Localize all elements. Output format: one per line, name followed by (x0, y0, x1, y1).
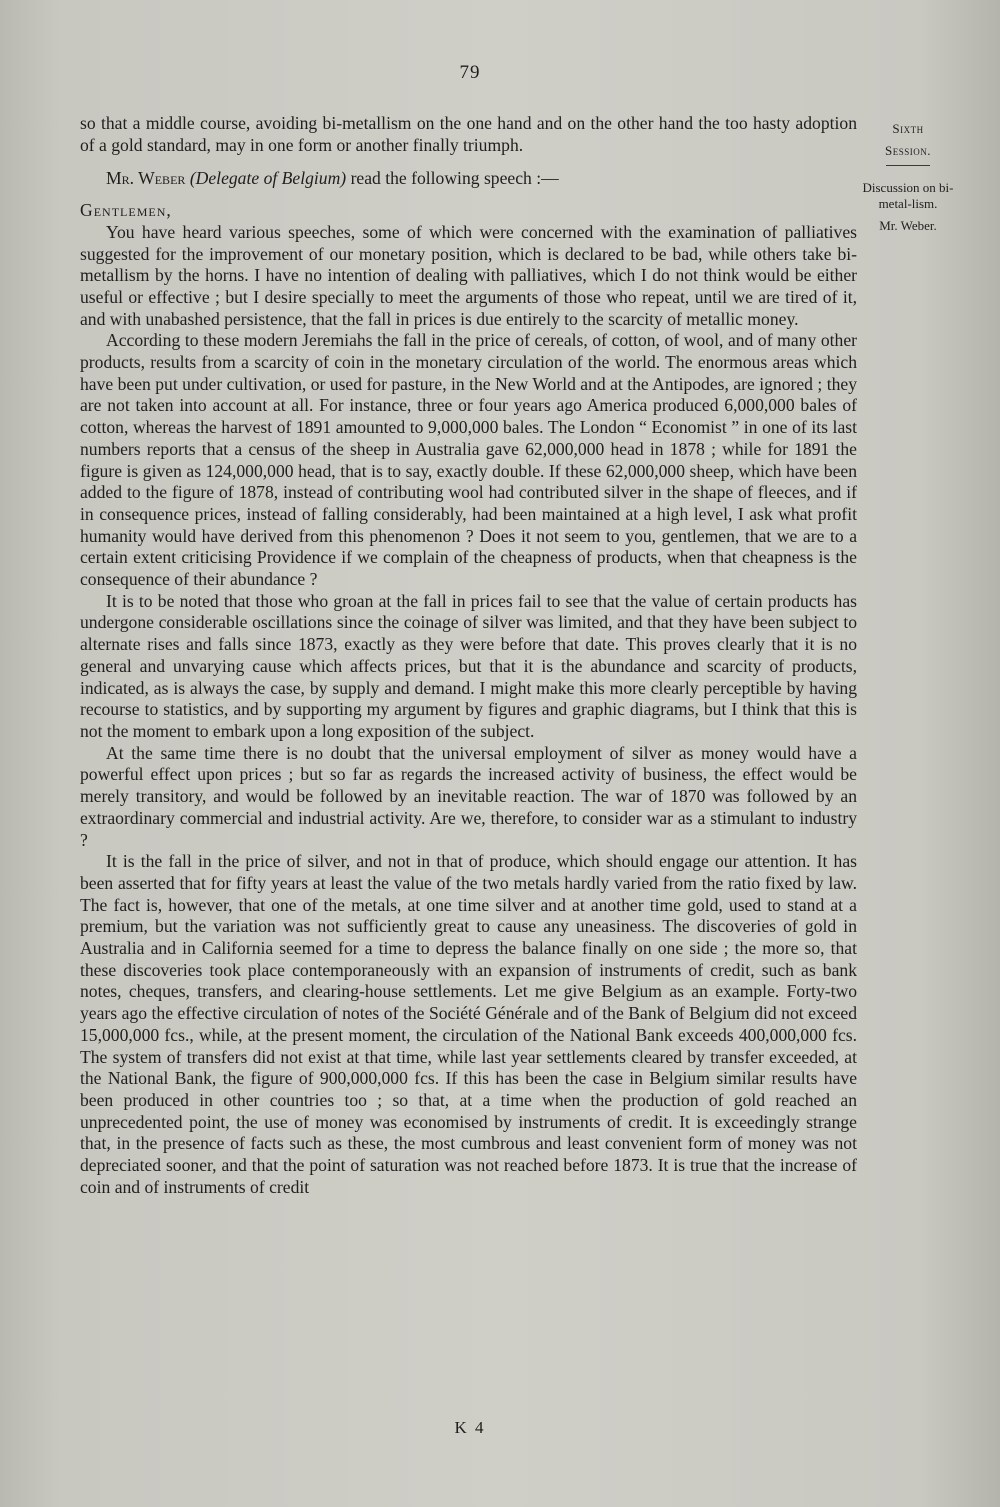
printer-signature: K 4 (454, 1418, 486, 1437)
margin-notes (858, 121, 958, 240)
session-label-line-1: Sixth (892, 121, 924, 136)
speaker-name: Mr. Weber (106, 168, 186, 189)
body-paragraph-3: It is to be noted that those who groan at the fall in prices fail to see that the value of certain products has undergone considerable oscillations since the coinage of silver was limited, and that they have been subject to alternate rises and falls since 1873, exactly as they were before that date. This proves clearly that it is no general and unvarying cause which affects prices, but that it is the abundance and scarcity of products, indicated, as is always the case, by supply and demand. I might make this more clearly perceptible by having recourse to statistics, and by supporting my argument by figures and graphic diagrams, but I think that this is not the moment to embark upon a long exposition of the subject. (80, 590, 857, 741)
session-label-line-2: Session. (885, 143, 931, 158)
speaker-action: read the following speech :— (350, 168, 559, 189)
body-paragraph-1: You have heard various speeches, some of which were concerned with the examination of palliatives suggested for the improvement of our monetary position, which is declared to be bad, while others take bi-metallism by the horns. I have no intention of dealing with palliatives, which I do not think would be either useful or effective ; but I desire specially to meet the arguments of those who repeat, until we are tired of it, and with unabashed persistence, that the fall in prices is due entirely to the scarcity of metallic money. (80, 221, 857, 329)
intro-paragraph: so that a middle course, avoiding bi-metallism on the one hand and on the other hand the too hasty adoption of a gold standard, may in one form or another finally triumph. (80, 113, 857, 155)
page-number: 79 (459, 62, 481, 83)
body-paragraph-4: At the same time there is no doubt that the universal employment of silver as money would have a powerful effect upon prices ; but so far as regards the increased activity of business, the effect would be merely transitory, and would be followed by an inevitable reaction. The war of 1870 was followed by an extraordinary commercial and industrial activity. Are we, therefore, to consider war as a stimulant to industry ? (80, 742, 857, 850)
speaker-margin-note: Mr. Weber. (879, 218, 937, 233)
body-paragraph-5: It is the fall in the price of silver, and not in that of produce, which should engage our attention. It has been asserted that for fifty years at least the value of the two metals hardly varied from the ratio fixed by law. The fact is, however, that one of the metals, at one time silver and at another time gold, used to stand at a premium, but the variation was not sufficiently great to cause any uneasiness. The discoveries of gold in Australia and in California seemed for a time to depress the balance finally on one side ; the more so, that these discoveries took place contemporaneously with an expansion of instruments of credit, such as bank notes, cheques, transfers, and clearing-house settlements. Let me give Belgium as an example. Forty-two years ago the effective circulation of notes of the Société Générale and of the Bank of Belgium did not exceed 15,000,000 fcs., while, at the present moment, the circulation of the National Bank exceeds 400,000,000 fcs. The system of transfers did not exist at that time, while last year settlements cleared by transfer exceeded, at the National Bank, the figure of 900,000,000 fcs. If this has been the case in Belgium similar results have been produced in other countries too ; so that, at a time when the production of gold reached an unprecedented point, the use of money was economised by instruments of credit. It is exceedingly strange that, in the presence of facts such as these, the most cumbrous and least convenient form of money was not depreciated sooner, and that the point of saturation was not reached before 1873. It is true that the increase of coin and of instruments of credit (80, 851, 857, 1197)
main-text-column (80, 113, 857, 1198)
speaker-introduction (80, 168, 857, 190)
salutation: Gentlemen, (80, 200, 172, 221)
body-paragraph-2: According to these modern Jeremiahs the fall in the price of cereals, of cotton, of wool, and of many other products, results from a scarcity of coin in the monetary circulation of the world. The enormous areas which have been put under cultivation, or used for pasture, in the New World and at the Antipodes, are ignored ; they are not taken into account at all. For instance, three or four years ago America produced 6,000,000 bales of cotton, whereas the harvest of 1891 amounted to 9,000,000 bales. The London “ Economist ” in one of its last numbers reports that a census of the sheep in Australia gave 62,000,000 head in 1878 ; while for 1891 the figure is given as 124,000,000 head, that is to say, exactly double. If these 62,000,000 sheep, which have been added to the figure of 1878, instead of contributing wool had contributed silver in the shape of fleeces, and if in consequence prices, instead of falling considerably, had been maintained at a high level, I ask what profit humanity would have derived from this phenomenon ? Does it not seem to you, gentlemen, that we are to a certain extent criticising Providence if we complain of the cheapness of products, when that cheapness is the consequence of their abundance ? (80, 330, 857, 590)
speaker-role: (Delegate of Belgium) (189, 168, 347, 189)
margin-divider (886, 165, 930, 166)
topic-margin-note: Discussion on bi-metal-lism. (862, 180, 954, 211)
